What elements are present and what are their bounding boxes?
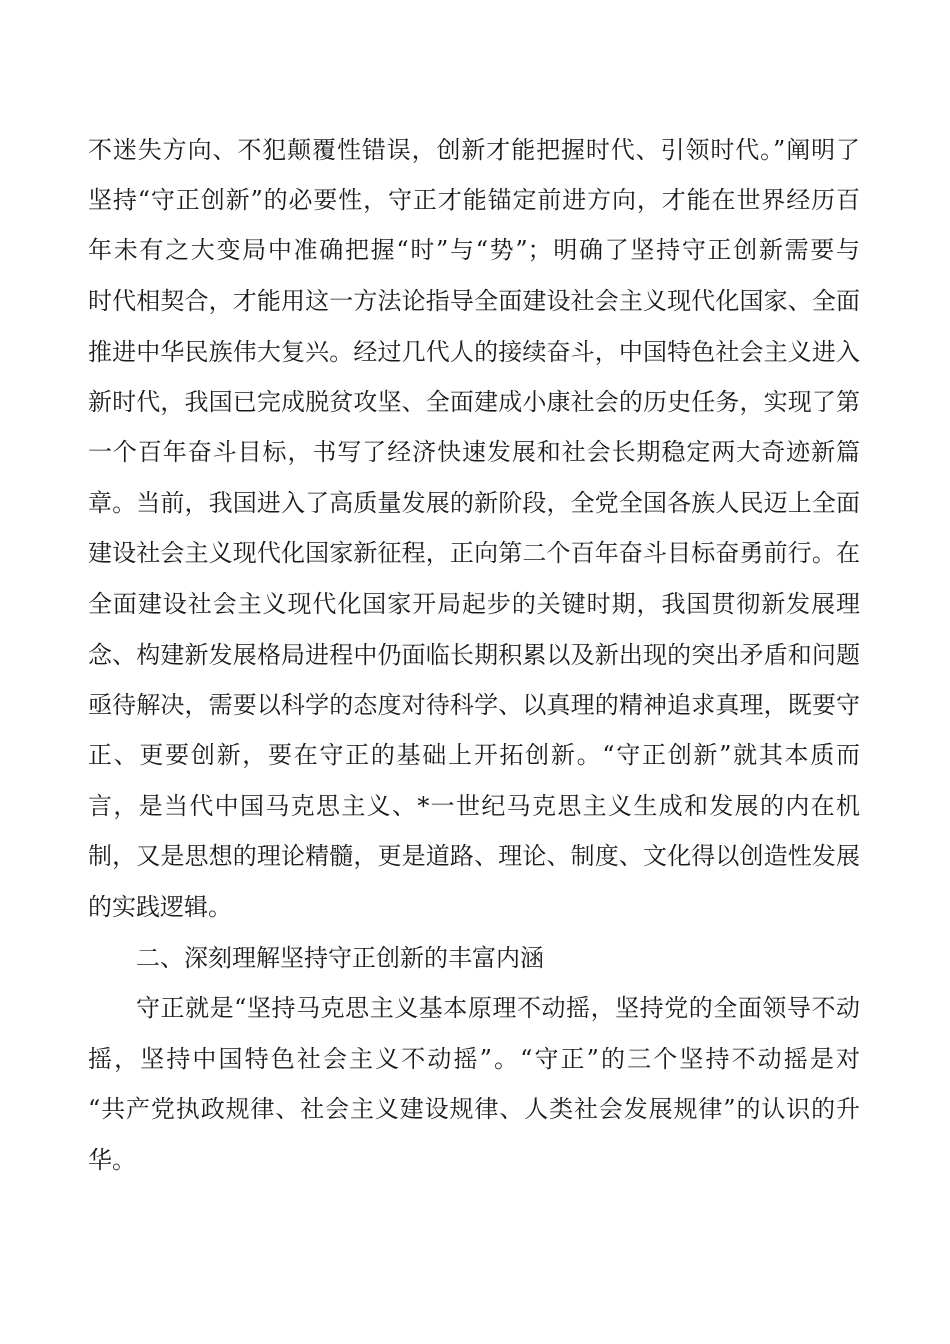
paragraph-line: 正、更要创新，要在守正的基础上开拓创新。“守正创新”就其本质而 <box>88 741 860 769</box>
paragraph-line: 时代相契合，才能用这一方法论指导全面建设社会主义现代化国家、全面 <box>88 287 860 315</box>
paragraph-line: 坚持“守正创新”的必要性，守正才能锚定前进方向，才能在世界经历百 <box>88 186 860 214</box>
paragraph-line: “共产党执政规律、社会主义建设规律、人类社会发展规律”的认识的升 <box>88 1095 860 1123</box>
paragraph-line: 章。当前，我国进入了高质量发展的新阶段，全党全国各族人民迈上全面 <box>88 489 860 517</box>
paragraph-line: 言，是当代中国马克思主义、*一世纪马克思主义生成和发展的内在机 <box>88 792 860 820</box>
paragraph-line: 建设社会主义现代化国家新征程，正向第二个百年奋斗目标奋勇前行。在 <box>88 539 860 567</box>
paragraph-line: 全面建设社会主义现代化国家开局起步的关键时期，我国贯彻新发展理 <box>88 590 860 618</box>
paragraph-line: 推进中华民族伟大复兴。经过几代人的接续奋斗，中国特色社会主义进入 <box>88 338 860 366</box>
paragraph-line: 华。 <box>88 1146 136 1174</box>
paragraph-line: 不迷失方向、不犯颠覆性错误，创新才能把握时代、引领时代。”阐明了 <box>88 136 860 164</box>
paragraph-line: 年未有之大变局中准确把握“时”与“势”；明确了坚持守正创新需要与 <box>88 236 860 264</box>
paragraph-line: 一个百年奋斗目标，书写了经济快速发展和社会长期稳定两大奇迹新篇 <box>88 438 860 466</box>
paragraph-line: 的实践逻辑。 <box>88 893 232 921</box>
section-heading: 二、深刻理解坚持守正创新的丰富内涵 <box>136 944 544 972</box>
paragraph-line: 新时代，我国已完成脱贫攻坚、全面建成小康社会的历史任务，实现了第 <box>88 388 860 416</box>
paragraph-line: 守正就是“坚持马克思主义基本原理不动摇，坚持党的全面领导不动 <box>136 994 860 1022</box>
paragraph-line: 摇，坚持中国特色社会主义不动摇”。“守正”的三个坚持不动摇是对 <box>88 1045 860 1073</box>
paragraph-line: 念、构建新发展格局进程中仍面临长期积累以及新出现的突出矛盾和问题 <box>88 641 860 669</box>
paragraph-line: 亟待解决，需要以科学的态度对待科学、以真理的精神追求真理，既要守 <box>88 691 860 719</box>
paragraph-line: 制，又是思想的理论精髓，更是道路、理论、制度、文化得以创造性发展 <box>88 842 860 870</box>
